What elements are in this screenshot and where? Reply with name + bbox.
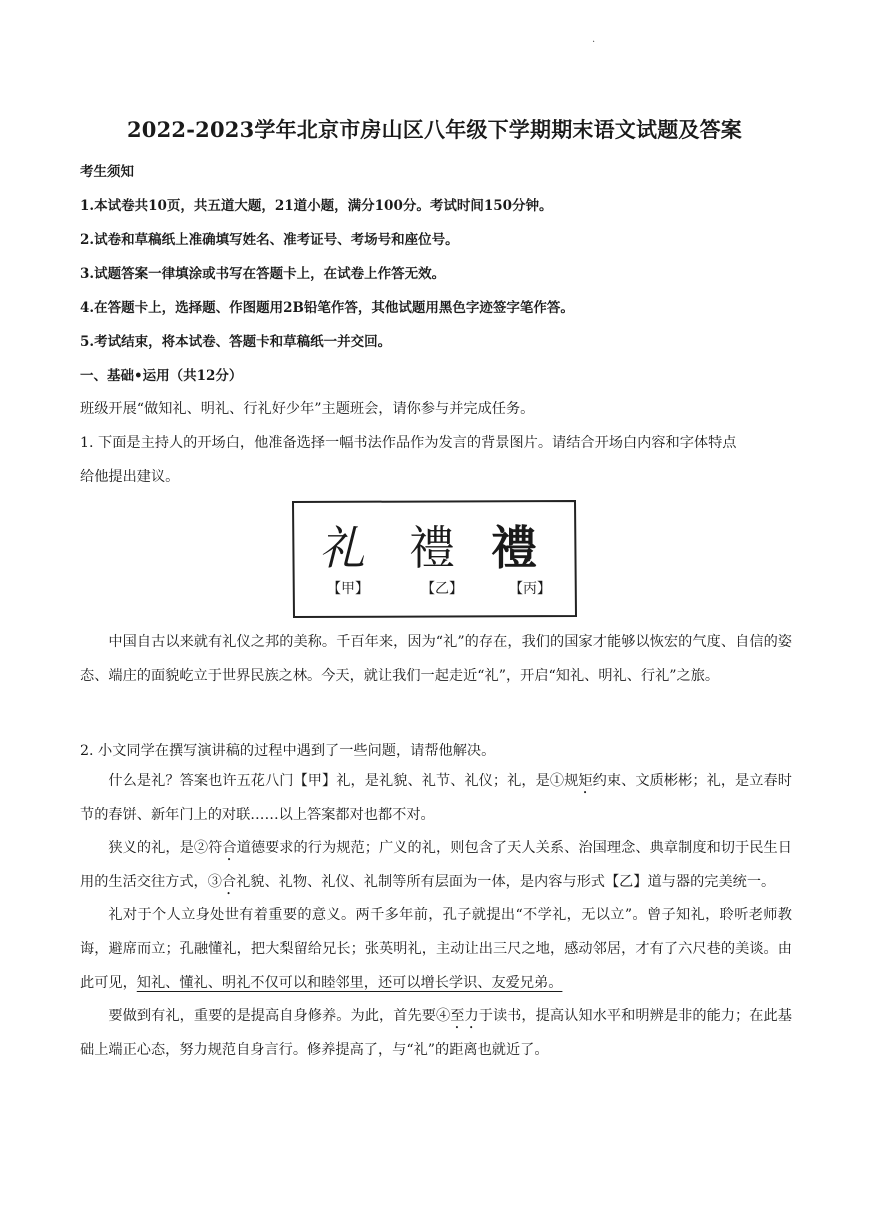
essay-p3-underlined: 知礼、懂礼、明礼不仅可以和睦邻里，还可以增长学识、友爱兄弟。: [136, 974, 563, 991]
calligraphy-image: [291, 498, 577, 620]
essay-p3-text-a: 礼对于个人立身处世有着重要的意义。两千多年前，孔子就提出“不学礼，无以立”。曾子知礼，聆听老师教诲，避席而立；孔融懂礼，把大梨留给兄长；张英明礼，主动让出三尺之地，感动邻居，才有了六尺巷的美谈。由此可见，: [80, 907, 792, 991]
essay-p1-emphasis: 矩: [578, 773, 593, 789]
question-2: 2. 小文同学在撰写演讲稿的过程中遇到了一些问题，请帮他解决。: [80, 743, 496, 759]
calligraphy-char-yi: 禮: [409, 521, 455, 575]
essay-p1-text-a: 什么是礼？答案也许五花八门【甲】礼，是礼貌、礼节、礼仪；礼，是①规: [108, 773, 579, 789]
calligraphy-label-yi: 【乙】: [421, 581, 463, 597]
notice-item-1: 1.本试卷共10页，共五道大题，21道小题，满分100分。考试时间150分钟。: [80, 198, 553, 214]
essay: [80, 765, 792, 1067]
essay-p4-emphasis-1: 至: [450, 1008, 465, 1025]
notice-heading: 考生须知: [80, 164, 134, 180]
question-1-line-2: 给他提出建议。: [80, 469, 180, 485]
essay-paragraph-1: [80, 765, 792, 832]
essay-p4-text-b: 于读书，提高认知水平和明辨是非的能力；在此基础上端正心态，努力规范自身言行。修养提高了，与“礼”的距离也就近了。: [80, 1008, 792, 1058]
essay-paragraph-4: [80, 1000, 792, 1067]
essay-p2-text-b: 道德要求的行为规范；广义的礼，则包含了天人关系、治国理念、典章制度和切于民生日用的生活交往方式，③: [80, 840, 792, 890]
essay-paragraph-2: [80, 832, 792, 899]
notice-item-2: 2.试卷和草稿纸上准确填写姓名、准考证号、考场号和座位号。: [80, 232, 459, 248]
notice-item-5: 5.考试结束，将本试卷、答题卡和草稿纸一并交回。: [80, 334, 392, 350]
calligraphy-label-bing: 【丙】: [509, 581, 551, 597]
essay-p2-emphasis-1: 合: [222, 840, 237, 857]
section-heading: 一、基础•运用（共12分）: [80, 368, 243, 384]
header-dot: .: [592, 34, 596, 45]
essay-p2-emphasis-2: 合: [221, 873, 237, 890]
opening-text: 中国自古以来就有礼仪之邦的美称。千百年来，因为“礼”的存在，我们的国家才能够以恢宏的气度、自信的姿态、端庄的面貌屹立于世界民族之林。今天，就让我们一起走近“礼”，开启“知礼、明礼、行礼”之旅。: [80, 634, 792, 684]
calligraphy-label-jia: 【甲】: [327, 581, 369, 597]
notice-item-4: 4.在答题卡上，选择题、作图题用2B铅笔作答，其他试题用黑色字迹签字笔作答。: [80, 300, 574, 316]
notice-item-3: 3.试题答案一律填涂或书写在答题卡上，在试卷上作答无效。: [80, 266, 446, 282]
section-intro: 班级开展“做知礼、明礼、行礼好少年”主题班会，请你参与并完成任务。: [80, 401, 535, 417]
calligraphy-char-jia: 礼: [319, 521, 365, 575]
essay-p2-text-c: 礼貌、礼物、礼仪、礼制等所有层面为一体，是内容与形式【乙】道与器的完美统一。: [236, 873, 776, 890]
essay-p2-text-a: 狭义的礼，是②符: [108, 840, 223, 857]
opening-paragraph: [80, 626, 792, 693]
essay-paragraph-3: [80, 899, 792, 1000]
essay-p4-text-a: 要做到有礼，重要的是提高自身修养。为此，首先要④: [108, 1008, 451, 1025]
essay-p1-text-b: 约束、文质彬彬；礼，是立春时节的春饼、新年门上的对联……以上答案都对也都不对。: [80, 773, 792, 823]
question-1-line-1: 1. 下面是主持人的开场白，他准备选择一幅书法作品作为发言的背景图片。请结合开场白内容和字体特点: [80, 435, 737, 451]
calligraphy-char-bing: 禮: [491, 521, 537, 575]
page-title: 2022-2023学年北京市房山区八年级下学期期末语文试题及答案: [126, 117, 742, 142]
essay-p4-emphasis-2: 力: [464, 1008, 479, 1025]
